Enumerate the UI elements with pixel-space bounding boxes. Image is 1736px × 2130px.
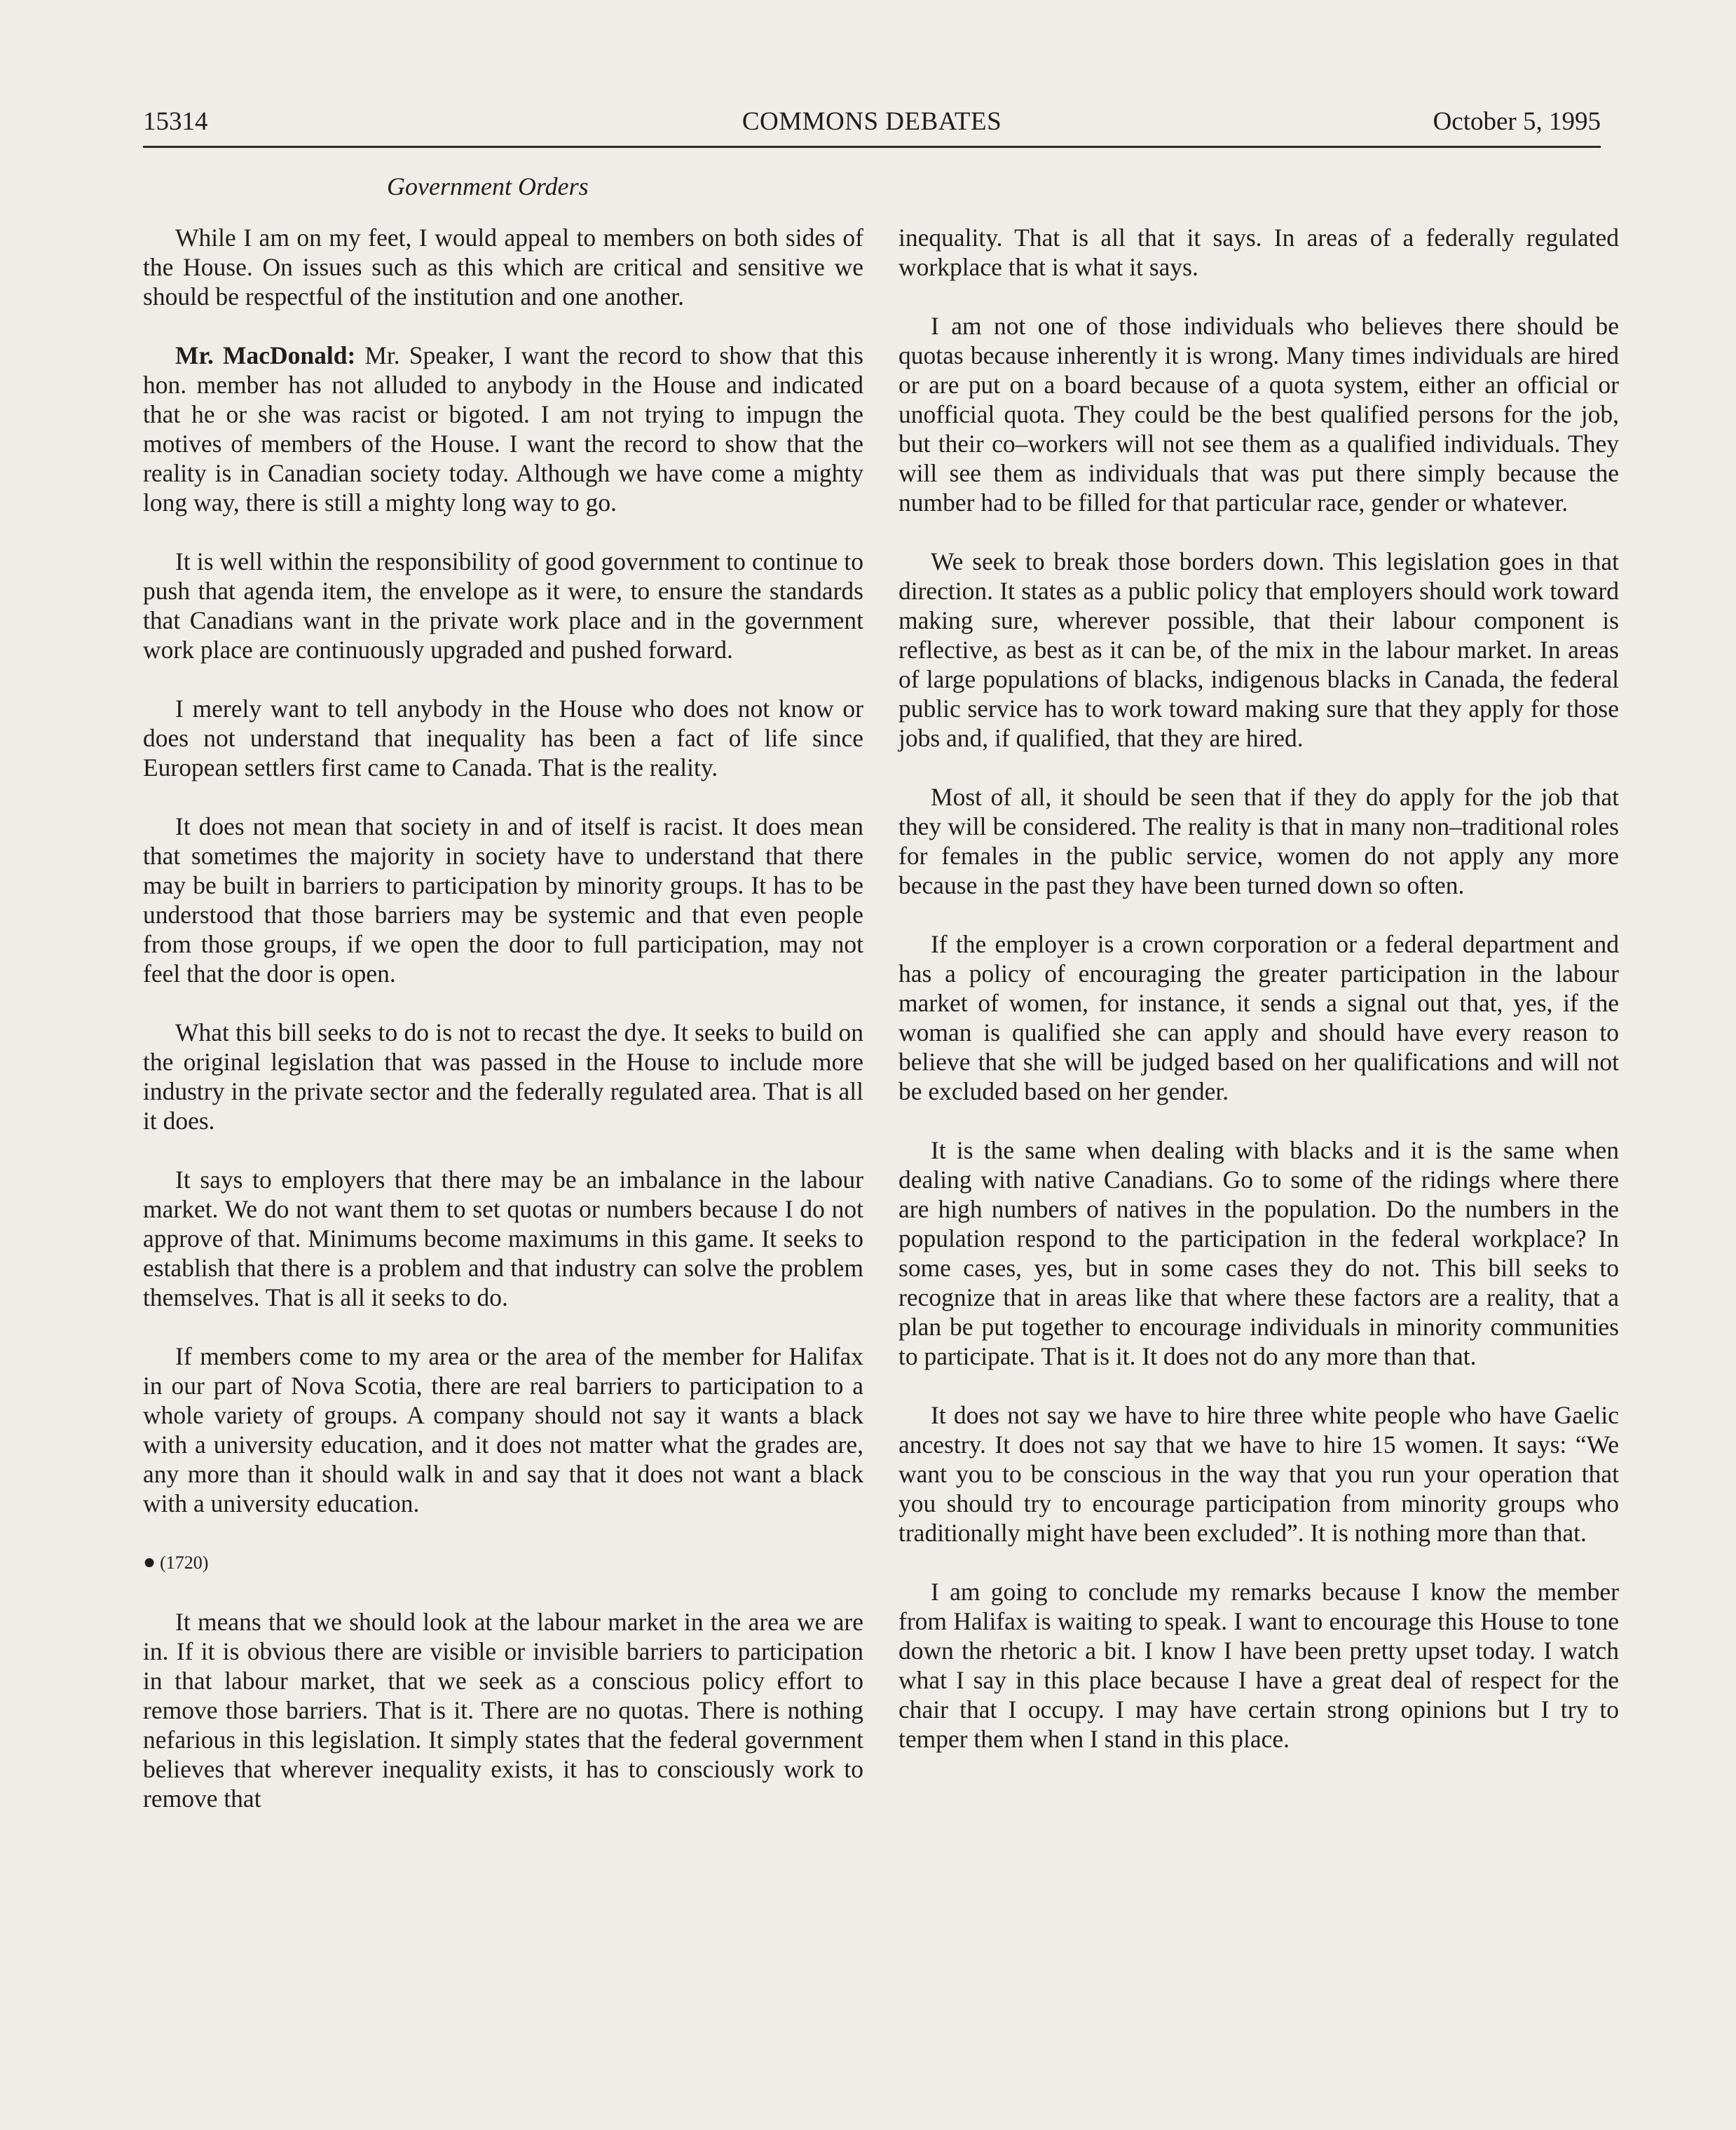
paragraph: It does not mean that society in and of itself is racist. It does mean that sometimes the majority in society have to understand that there may be built in barriers to participation by minority groups. It has to be understood that those barriers may be systemic and that even people from those groups, if we open the door to full participation, may not feel that the door is open. — [143, 812, 863, 988]
paragraph: While I am on my feet, I would appeal to members on both sides of the House. On issues such as this which are critical and sensitive we should be respectful of the institution and one another. — [143, 224, 863, 310]
publication-title: COMMONS DEBATES — [741, 107, 1002, 136]
paragraph: It says to employers that there may be an imbalance in the labour market. We do not want them to set quotas or numbers because I do not approve of that. Minimums become maximums in this game. It seeks to establish that there is a problem and that industry can solve the problem themselves. That is all it seeks to do. — [143, 1166, 863, 1311]
paragraph: If members come to my area or the area of the member for Halifax in our part of Nova Scotia, there are real barriers to participation to a whole variety of groups. A company should not say it wants a black with a university education, and it does not matter what the grades are, any more than it should walk in and say that it does not want a black with a university education. — [143, 1342, 863, 1517]
left-column — [143, 223, 863, 1843]
paragraph: I am going to conclude my remarks because I know the member from Halifax is waiting to speak. I want to encourage this House to tone down the rhetoric a bit. I know I have been pretty upset today. I watch what I say in this place because I have a great deal of respect for the chair that I occupy. I may have certain strong opinions but I try to temper them when I stand in this place. — [898, 1578, 1619, 1753]
publication-date: October 5, 1995 — [1433, 107, 1601, 136]
speaker-name: Mr. MacDonald: — [175, 341, 356, 369]
section-title: Government Orders — [387, 172, 589, 200]
paragraph: It is well within the responsibility of good government to continue to push that agenda item, the envelope as it were, to ensure the standards that Canadians want in the private work place and in the government work place are continuously upgraded and pushed forward. — [143, 547, 863, 664]
paragraph: inequality. That is all that it says. In areas of a federally regulated workplace that is what it says. — [898, 224, 1619, 281]
right-column — [898, 223, 1619, 1783]
page-number: 15314 — [143, 107, 208, 136]
bullet-icon: ● — [143, 1550, 156, 1573]
paragraph: It means that we should look at the labour market in the area we are in. If it is obvious there are visible or invisible barriers to participation in that labour market, that we seek as a conscious policy effort to remove those barriers. That is it. There are no quotas. There is nothing nefarious in this legislation. It simply states that the federal government believes that wherever inequality exists, it has to consciously work to remove that — [143, 1608, 863, 1812]
paragraph: We seek to break those borders down. This legislation goes in that direction. It states as a public policy that employers should work toward making sure, wherever possible, that their labour component is reflective, as best as it can be, of the mix in the labour market. In areas of large populations of blacks, indigenous blacks in Canada, the federal public service has to work toward making sure that they apply for those jobs and, if qualified, that they are hired. — [898, 547, 1619, 752]
paragraph — [143, 341, 863, 517]
paragraph: What this bill seeks to do is not to recast the dye. It seeks to build on the original legislation that was passed in the House to include more industry in the private sector and the federally regulated area. That is all it does. — [143, 1018, 863, 1135]
paragraph: I merely want to tell anybody in the House who does not know or does not understand that inequality has been a fact of life since European settlers first came to Canada. That is the reality. — [143, 695, 863, 781]
paragraph: It is the same when dealing with blacks and it is the same when dealing with native Canadians. Go to some of the ridings where there are high numbers of natives in the population. Do the numbers in the population respond to the participation in the federal workplace? In some cases, yes, but in some cases they do not. This bill seeks to recognize that in areas like that where these factors are a reality, that a plan be put together to encourage individuals in minority communities to participate. That is it. It does not do any more than that. — [898, 1136, 1619, 1370]
paragraph: Most of all, it should be seen that if they do apply for the job that they will be considered. The reality is that in many non–traditional roles for females in the public service, women do not apply any more because in the past they have been turned down so often. — [898, 783, 1619, 899]
speech-text: Mr. Speaker, I want the record to show that this hon. member has not alluded to anybody in the House and indicated that he or she was racist or bigoted. I am not trying to impugn the motives of members of the House. I want the record to show that the reality is in Canadian society today. Although we have come a mighty long way, there is still a mighty long way to go. — [143, 341, 863, 517]
paragraph: I am not one of those individuals who believes there should be quotas because inherently it is wrong. Many times individuals are hired or are put on a board because of a quota system, either an official or unofficial quota. They could be the best qualified persons for the job, but their co–workers will not see them as a qualified individuals. They will see them as individuals that was put there simply because the number had to be filled for that particular race, gender or whatever. — [898, 312, 1619, 517]
paragraph: If the employer is a crown corporation or a federal department and has a policy of encouraging the greater participation in the labour market of women, for instance, it sends a signal out that, yes, if the woman is qualified she can apply and should have every reason to believe that she will be judged based on her qualifications and will not be excluded based on her gender. — [898, 930, 1619, 1105]
page-header — [143, 104, 1601, 148]
paragraph: It does not say we have to hire three white people who have Gaelic ancestry. It does not say that we have to hire 15 women. It says: “We want you to be conscious in the way that you run your operation that you should try to encourage participation from minority groups who traditionally might have been excluded”. It is nothing more than that. — [898, 1401, 1619, 1547]
timestamp-text: (1720) — [160, 1552, 209, 1573]
timestamp — [143, 1548, 863, 1578]
